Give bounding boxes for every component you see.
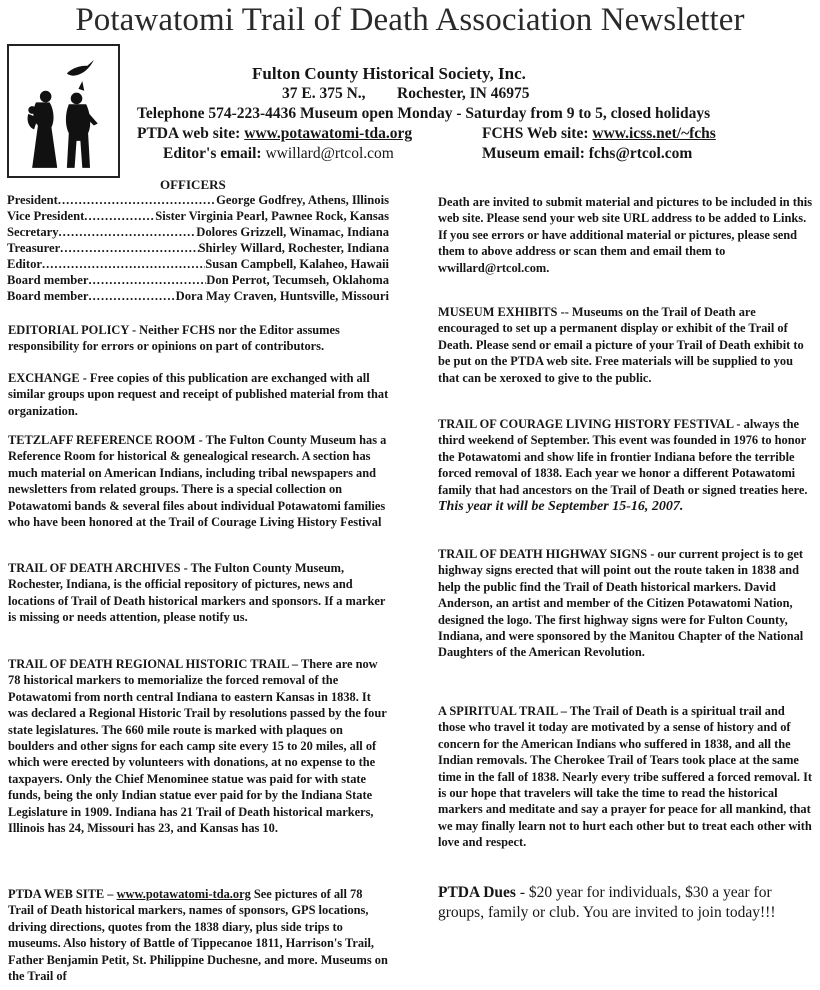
silhouette-figures-icon <box>9 46 118 176</box>
officer-row <box>7 288 389 304</box>
website-text: See pictures of all 78 Trail of Death historical markers, names of sponsors, GPS locations, driving directions, quotes from the 1838 diary, plus side trips to museums. Also history of Battle of Tippecanoe 1811, Harrison's Trail, Father Benjamin Petit, St. Philippine Duchesne, and more. Museums on the Trail of <box>8 887 388 984</box>
museum-email-line <box>482 145 692 163</box>
exchange <box>8 370 390 419</box>
highway-text: - our current project is to get highway signs erected that will point out the route taken in 1838 and help the public find the Trail of Death historical markers. David Anderson, an artist and member of the Citizen Potawatomi Nation, designed the logo. The first highway signs were for Fulton County, Indiana, and were sponsored by the Manitou Chapter of the National Daughters of the American Revolution. <box>438 547 804 660</box>
officer-name: Dora May Craven, Huntsville, Missouri <box>175 289 389 303</box>
phone-hours: Telephone 574-223-4436 Museum open Monday - Saturday from 9 to 5, closed holidays <box>137 105 711 122</box>
address-street: 37 E. 375 N., <box>282 85 366 102</box>
festival-date: This year it will be September 15-16, 2007. <box>438 499 684 515</box>
museum-exhibits-text: -- Museums on the Trail of Death are encouraged to set up a permanent display or exhibit of the Trail of Death. Please send or email a picture of your Trail of Death exhibit to be put on the PTDA web site. Free materials will be supplied to you that can be xeroxed to give to the public. <box>438 305 804 385</box>
officer-row <box>7 240 389 256</box>
spiritual-trail <box>438 703 814 851</box>
ptda-web-site <box>8 886 390 984</box>
trail-archives <box>8 560 390 626</box>
museum-exhibits <box>438 304 814 386</box>
fchs-site-label: FCHS Web site: <box>482 125 589 142</box>
officer-name: Susan Campbell, Kalaheo, Hawaii <box>205 257 389 271</box>
editor-email[interactable]: wwillard@rtcol.com <box>265 145 394 162</box>
officer-row <box>7 208 389 224</box>
officer-name: Sister Virginia Pearl, Pawnee Rock, Kansas <box>155 209 389 223</box>
association-logo <box>7 44 120 178</box>
exchange-heading: EXCHANGE <box>8 371 80 385</box>
dues-heading: PTDA Dues <box>438 884 516 901</box>
web-site-continued-text-2: If you see errors or have additional material or pictures, please send them to above address or scan them and email them to wwillard@rtcol.com. <box>438 227 798 275</box>
officer-name: Shirley Willard, Rochester, Indiana <box>198 241 389 255</box>
regional-text: – There are now 78 historical markers to memorialize the forced removal of the Potawatomi from north central Indiana to eastern Kansas in 1838. It was declared a Regional Historic Trail by resolutions passed by the four state legislatures. The 660 mile route is marked with plaques on boulders and other signs for each camp site every 15 to 20 miles, all of which were erected by volunteers with donations, at no expense to the taxpayers. Only the Chief Menominee statue was paid for with state funds, being the only Indian statue ever paid for by the Indiana State Legislature in 1909. Indiana has 21 Trail of Death historical markers, Illinois has 24, Missouri has 23, and Kansas has 10. <box>8 657 387 836</box>
address-city: Rochester, IN 46975 <box>397 85 530 102</box>
editorial-policy-heading: EDITORIAL POLICY <box>8 323 129 337</box>
courage-heading: TRAIL OF COURAGE LIVING HISTORY FESTIVAL <box>438 417 734 431</box>
officer-name: Dolores Grizzell, Winamac, Indiana <box>196 225 389 239</box>
officer-row <box>7 192 389 208</box>
fchs-site-line <box>482 125 716 143</box>
tetzlaff-reference-room <box>8 432 390 530</box>
officer-row <box>7 272 389 288</box>
officer-role: Treasurer <box>7 241 61 255</box>
org-name: Fulton County Historical Society, Inc. <box>252 64 526 83</box>
officer-name: Don Perrot, Tecumseh, Oklahoma <box>206 273 389 287</box>
regional-historic-trail <box>8 656 390 836</box>
highway-signs <box>438 546 814 661</box>
officer-row <box>7 256 389 272</box>
editor-email-label: Editor's email: <box>163 145 262 162</box>
archives-text: - The Fulton County Museum, Rochester, Indiana, is the official repository of pictures, news and locations of Trail of Death historical markers and sponsors. If a marker is missing or needs attention, please notify us. <box>8 561 386 625</box>
spiritual-text: – The Trail of Death is a spiritual trail and those who travel it today are motivated by a sense of history and of concern for the American Indians who suffered in 1838, and all the Indian removals. The Cherokee Trail of Tears took place at the same time in the fall of 1838. Nearly every tribe suffered a forced removal. It is our hope that travelers will take the time to read the historical markers and meditate and say a prayer for peace for all mankind, that we may finally learn not to hurt each other but to treat each other with love and respect. <box>438 704 813 850</box>
web-site-continued-text: Death are invited to submit material and pictures to be included in this web site. Please send your web site URL address to be added to Links. <box>438 195 813 226</box>
officer-role: Board member <box>7 273 89 287</box>
regional-heading: TRAIL OF DEATH REGIONAL HISTORIC TRAIL <box>8 657 289 671</box>
fchs-site-link[interactable]: www.icss.net/~fchs <box>592 125 716 142</box>
ptda-site-link[interactable]: www.potawatomi-tda.org <box>244 125 413 142</box>
website-dash: – <box>104 887 117 901</box>
officer-role: Vice President <box>7 209 85 223</box>
museum-email[interactable]: fchs@rtcol.com <box>588 145 693 162</box>
officer-role: Editor <box>7 257 42 271</box>
newsletter-title: Potawatomi Trail of Death Association Newsletter <box>75 2 745 38</box>
courage-text: - always the third weekend of September. This event was founded in 1976 to honor the Potawatomi and show life in frontier Indiana before the terrible forced removal of 1838. Each year we honor a different Potawatomi family that had ancestors on the Trail of Death or signed treaties here. <box>438 417 808 497</box>
dues-text: - $20 year for individuals, $30 a year for groups, family or club. You are invited to join today!!! <box>438 884 776 921</box>
museum-email-label: Museum email: <box>482 145 585 162</box>
officer-role: Board member <box>7 289 89 303</box>
tetzlaff-text: - The Fulton County Museum has a Reference Room for historical & genealogical research. A section has much material on American Indians, including tribal newspapers and newsletters from related groups. There is a special collection on Potawatomi bands & several files about individual Potawatomi families who have been honored at the Trail of Courage Living History Festival <box>8 433 387 530</box>
spiritual-heading: A SPIRITUAL TRAIL <box>438 704 558 718</box>
editorial-policy <box>8 322 390 355</box>
trail-of-courage-festival <box>438 416 814 515</box>
officer-role: Secretary <box>7 225 59 239</box>
website-link[interactable]: www.potawatomi-tda.org <box>116 887 251 901</box>
tetzlaff-heading: TETZLAFF REFERENCE ROOM <box>8 433 196 447</box>
editorial-policy-text: - Neither FCHS nor the Editor assumes responsibility for errors or opinions on part of contributors. <box>8 323 340 354</box>
officers-heading: OFFICERS <box>160 177 226 192</box>
web-site-continued <box>438 194 814 276</box>
editor-email-line <box>163 145 394 163</box>
highway-heading: TRAIL OF DEATH HIGHWAY SIGNS <box>438 547 648 561</box>
ptda-site-label: PTDA web site: <box>137 125 241 142</box>
archives-heading: TRAIL OF DEATH ARCHIVES <box>8 561 181 575</box>
officer-role: President <box>7 193 58 207</box>
ptda-site-line <box>137 125 412 143</box>
officer-row <box>7 224 389 240</box>
museum-exhibits-heading: MUSEUM EXHIBITS <box>438 305 558 319</box>
officer-name: George Godfrey, Athens, Illinois <box>216 193 389 207</box>
ptda-dues <box>438 883 816 922</box>
website-heading: PTDA WEB SITE <box>8 887 105 901</box>
exchange-text: - Free copies of this publication are exchanged with all similar groups upon request and receipt of published material from that organization. <box>8 371 389 418</box>
